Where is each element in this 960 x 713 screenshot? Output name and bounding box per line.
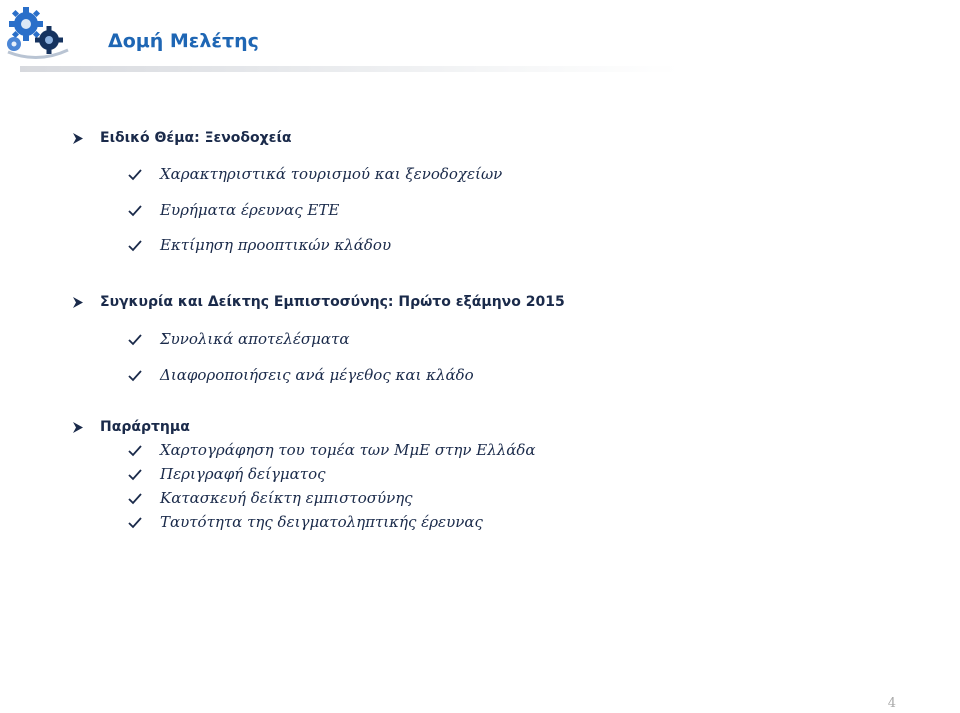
title-divider [20, 66, 680, 72]
checkmark-icon [128, 469, 142, 481]
gear-icon [9, 7, 43, 41]
checkmark-icon [128, 517, 142, 529]
checkmark-icon [128, 445, 142, 457]
checkmark-icon [128, 334, 142, 346]
swoosh-icon [8, 50, 68, 58]
checkmark-icon [128, 370, 142, 382]
checkmark-icon [128, 169, 142, 181]
gear-icon [35, 26, 63, 54]
arrow-bullet-icon [72, 421, 84, 434]
gears-logo [2, 2, 74, 66]
checkmark-icon [128, 240, 142, 252]
checkmark-icon [128, 205, 142, 217]
arrow-bullet-icon [72, 296, 84, 309]
arrow-bullet-icon [72, 132, 84, 145]
page-number: 4 [887, 696, 896, 711]
checkmark-icon [128, 493, 142, 505]
page-title: Δομή Μελέτης [108, 30, 259, 52]
gear-icon [7, 37, 21, 51]
